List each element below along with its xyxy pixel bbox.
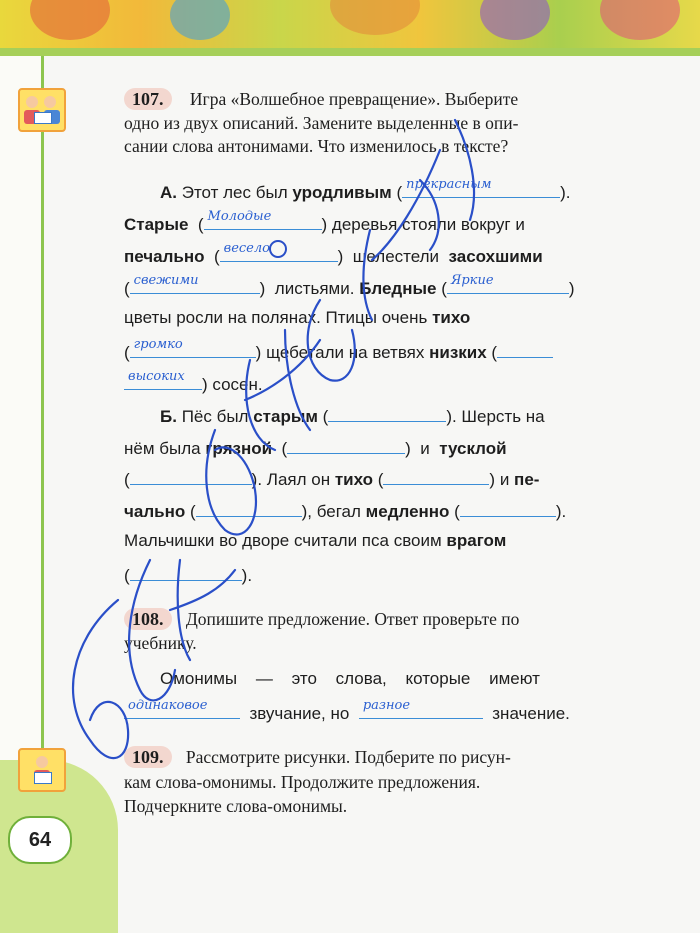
ex107-number: 107. — [124, 88, 172, 110]
partB-text: Пёс был — [181, 407, 249, 426]
highlighted-word: засохшими — [448, 247, 543, 266]
ex109-number: 109. — [124, 746, 172, 768]
partA-line1: А. Этот лес был уродливым ( прекрасным ). — [160, 177, 571, 202]
partA-line4: ( свежими ) листьями. Бледные ( Яркие ) — [124, 273, 575, 298]
highlighted-word: Старые — [124, 215, 189, 234]
answer-blank[interactable]: Яркие — [447, 275, 569, 294]
ex109-line3: Подчеркните слова-омонимы. — [124, 796, 348, 816]
highlighted-word: старым — [253, 407, 318, 426]
partB-label: Б. — [160, 407, 177, 426]
partA-text: цветы росли на полянах. Птицы очень — [124, 308, 428, 327]
answer-blank[interactable]: громко — [130, 339, 256, 358]
partB-line1: Б. Пёс был старым ( ). Шерсть на — [160, 403, 545, 428]
partA-text: щебетали на ветвях — [266, 343, 425, 362]
partB-text: Лаял он — [266, 470, 331, 489]
ex107-line2: одно из двух описаний. Замените выделенные в опи- — [124, 113, 519, 133]
partB-text: бегал — [316, 502, 361, 521]
partA-text: шелестели — [352, 247, 440, 266]
ex108-text: значение. — [492, 704, 570, 723]
highlighted-word: врагом — [446, 531, 507, 550]
highlighted-word: низких — [429, 343, 487, 362]
partA-line6: ( громко ) щебетали на ветвях низких ( — [124, 339, 553, 364]
highlighted-word: чально — [124, 502, 186, 521]
highlighted-word: печально — [124, 247, 205, 266]
partB-text: Шерсть на — [461, 407, 545, 426]
highlighted-word: уродливым — [292, 183, 392, 202]
partB-text: нём была — [124, 439, 201, 458]
answer-blank[interactable]: одинаковое — [124, 700, 240, 719]
partA-text: Этот лес был — [181, 183, 288, 202]
partB-line4: чально ( ), бегал медленно ( ). — [124, 498, 566, 523]
answer-blank-continued[interactable]: высоких — [124, 371, 202, 390]
answer-blank[interactable]: Молодые — [204, 211, 322, 230]
page-number: 64 — [8, 816, 72, 864]
answer-blank[interactable]: весело — [220, 243, 338, 262]
highlighted-word: грязной — [205, 439, 273, 458]
partA-line3: печально ( весело ) шелестели засохшими — [124, 241, 543, 266]
ex108-text: звучание, но — [249, 704, 350, 723]
ex109-instruction: Рассмотрите рисунки. Подберите по рисун- — [185, 747, 511, 767]
answer-blank[interactable]: разное — [359, 700, 483, 719]
partA-text: листьями. — [274, 279, 355, 298]
highlighted-word: Бледные — [359, 279, 437, 298]
highlighted-word: тусклой — [439, 439, 507, 458]
partA-line7: высоких ) сосен. — [124, 371, 263, 396]
partB-line6: ( ). — [124, 562, 252, 587]
answer-blank[interactable]: свежими — [130, 275, 260, 294]
partB-text: и — [420, 439, 430, 458]
highlighted-word: тихо — [334, 470, 374, 489]
ex108-instruction: Допишите предложение. Ответ проверьте по — [185, 609, 520, 629]
ex109-line2: кам слова-омонимы. Продолжите предложения. — [124, 772, 481, 792]
partB-line3: ( ). Лаял он тихо ( ) и пе- — [124, 466, 539, 491]
ex107-line3: сании слова антонимами. Что изменилось в тексте? — [124, 136, 509, 156]
partA-text: сосен. — [212, 375, 263, 394]
answer-blank[interactable]: прекрасным — [402, 179, 560, 198]
highlighted-word: медленно — [365, 502, 450, 521]
partB-line2: нём была грязной ( ) и тусклой — [124, 435, 507, 460]
partA-text: деревья стояли вокруг и — [331, 215, 525, 234]
partB-text: Мальчишки во дворе считали пса своим — [124, 531, 442, 550]
ex107-instruction: Игра «Волшебное превращение». Выберите — [189, 89, 519, 109]
ex108-sentence1: Омонимы — это слова, которые имеют — [160, 669, 540, 688]
ex108-number: 108. — [124, 608, 172, 630]
partA-label: А. — [160, 183, 177, 202]
highlighted-word: тихо — [432, 308, 471, 327]
partB-text: и — [499, 470, 510, 489]
highlighted-word: пе- — [514, 470, 540, 489]
ex108-line2: учебнику. — [124, 633, 197, 653]
partA-line2: Старые ( Молодые ) деревья стояли вокруг и — [124, 209, 525, 234]
